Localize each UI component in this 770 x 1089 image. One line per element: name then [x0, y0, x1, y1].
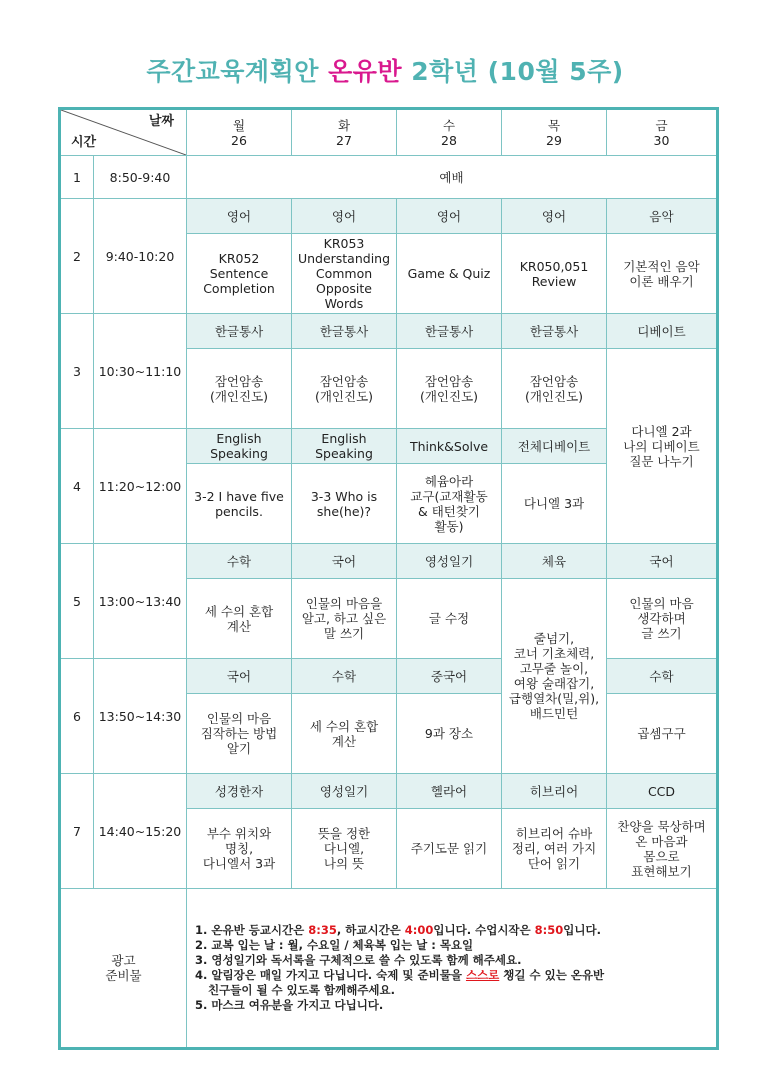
- emphasis-text: 스스로: [465, 968, 500, 982]
- note-text: 1. 온유반 등교시간은: [195, 923, 309, 938]
- subject-cell: 국어: [607, 544, 718, 579]
- subject-cell: 한글통사: [187, 314, 292, 349]
- title-part1: 주간교육계획안: [146, 57, 329, 86]
- content-cell: 잠언암송 (개인진도): [502, 349, 607, 429]
- period-7-subject-row: [60, 774, 718, 809]
- content-cell: 글 수정: [397, 579, 502, 659]
- subject-cell: 헬라어: [397, 774, 502, 809]
- day-date: 30: [653, 132, 670, 148]
- subject-cell: 영어: [397, 199, 502, 234]
- content-cell: 부수 위치와 명칭, 다니엘서 3과: [187, 809, 292, 889]
- subject-cell: 영어: [187, 199, 292, 234]
- notes-label: [60, 889, 187, 1049]
- day-date: 27: [336, 132, 352, 148]
- page-title: [0, 52, 770, 88]
- note-4: [195, 968, 714, 983]
- content-cell: 9과 장소: [397, 694, 502, 774]
- content-cell: Game & Quiz: [397, 234, 502, 314]
- subject-cell: 중국어: [397, 659, 502, 694]
- day-header-thu: [502, 109, 607, 156]
- notes-list: [195, 923, 714, 1013]
- debate-merged-cell: 다니엘 2과 나의 디베이트 질문 나누기: [607, 349, 718, 544]
- day-date: 29: [546, 132, 562, 148]
- period-number: 5: [60, 544, 94, 659]
- note-2: 2. 교복 입는 날 : 월, 수요일 / 체육복 입는 날 : 목요일: [195, 938, 474, 953]
- corner-header: [60, 109, 187, 156]
- content-cell: 뜻을 정한 다니엘, 나의 뜻: [292, 809, 397, 889]
- day-name: 수: [442, 117, 456, 133]
- subject-cell: 영어: [292, 199, 397, 234]
- content-cell: KR052 Sentence Completion: [187, 234, 292, 314]
- dismissal-time: 4:00: [404, 923, 434, 938]
- day-name: 목: [547, 117, 561, 133]
- subject-cell: 체육: [502, 544, 607, 579]
- content-cell: 세 수의 혼합 계산: [292, 694, 397, 774]
- subject-cell: 수학: [607, 659, 718, 694]
- day-header-wed: [397, 109, 502, 156]
- subject-cell: 한글통사: [397, 314, 502, 349]
- weekly-schedule-table: [58, 107, 719, 1050]
- period-time: 10:30~11:10: [94, 314, 187, 429]
- title-class-name: 온유반: [328, 57, 403, 86]
- note-1: [195, 923, 714, 938]
- period-2-subject-row: [60, 199, 718, 234]
- subject-cell: CCD: [607, 774, 718, 809]
- content-cell: 헤윰아라 교구(교재활동 & 태턴찾기 활동): [397, 464, 502, 544]
- period-6-subject-row: [60, 659, 718, 694]
- content-cell: 인물의 마음을 알고, 하고 싶은 말 쓰기: [292, 579, 397, 659]
- day-header-fri: [607, 109, 718, 156]
- subject-cell: English Speaking: [187, 429, 292, 464]
- period-5-subject-row: [60, 544, 718, 579]
- day-name: 월: [232, 117, 246, 133]
- content-cell: 인물의 마음 생각하며 글 쓰기: [607, 579, 718, 659]
- notes-content: [187, 889, 718, 1049]
- arrival-time: 8:35: [308, 923, 337, 938]
- content-cell: 찬양을 묵상하며 온 마음과 몸으로 표현해보기: [607, 809, 718, 889]
- subject-cell: 음악: [607, 199, 718, 234]
- subject-cell: English Speaking: [292, 429, 397, 464]
- period-1-row: [60, 156, 718, 199]
- day-date: 28: [441, 132, 457, 148]
- note-text: 챙길 수 있는 온유반: [499, 968, 605, 982]
- day-header-mon: [187, 109, 292, 156]
- period-time: 14:40~15:20: [94, 774, 187, 889]
- header-row: [60, 109, 718, 156]
- content-cell: 잠언암송 (개인진도): [397, 349, 502, 429]
- subject-cell: 한글통사: [292, 314, 397, 349]
- period-number: 1: [60, 156, 94, 199]
- day-date: 26: [231, 132, 247, 148]
- pe-merged-cell: 줄넘기, 코너 기초체력, 고무줄 놀이, 여왕 술래잡기, 급행열차(밀,위), 배드민턴: [502, 579, 607, 774]
- subject-cell: 수학: [187, 544, 292, 579]
- subject-cell: 국어: [187, 659, 292, 694]
- note-text: 4. 알림장은 매일 가지고 다닙니다. 숙제 및 준비물을: [195, 968, 466, 982]
- notes-row: [60, 889, 718, 1049]
- title-part3: 2학년 (10월 5주): [402, 57, 624, 86]
- subject-cell: 국어: [292, 544, 397, 579]
- period-time: 9:40-10:20: [94, 199, 187, 314]
- note-4-continued: 친구들이 될 수 있도록 함께해주세요.: [208, 982, 396, 997]
- period-number: 4: [60, 429, 94, 544]
- content-cell: 기본적인 음악 이론 배우기: [607, 234, 718, 314]
- day-name: 화: [337, 117, 351, 133]
- content-cell: 3-3 Who is she(he)?: [292, 464, 397, 544]
- period-time: 13:00~13:40: [94, 544, 187, 659]
- subject-cell: 성경한자: [187, 774, 292, 809]
- subject-cell: 한글통사: [502, 314, 607, 349]
- period-3-subject-row: [60, 314, 718, 349]
- note-5: 5. 마스크 여유분을 가지고 다닙니다.: [195, 997, 384, 1012]
- period-number: 6: [60, 659, 94, 774]
- subject-cell: Think&Solve: [397, 429, 502, 464]
- time-label: 시간: [71, 135, 97, 151]
- note-3: 3. 영성일기와 독서록을 구체적으로 쓸 수 있도록 함께 해주세요.: [195, 953, 522, 968]
- date-label: 날짜: [148, 114, 174, 129]
- class-start-time: 8:50: [534, 923, 564, 938]
- content-cell: 히브리어 슈바 정리, 여러 가지 단어 읽기: [502, 809, 607, 889]
- notice-label: 광고: [111, 953, 136, 968]
- period-time: 13:50~14:30: [94, 659, 187, 774]
- subject-cell: 전체디베이트: [502, 429, 607, 464]
- content-cell: 3-2 I have five pencils.: [187, 464, 292, 544]
- note-text: 입니다. 수업시작은: [433, 923, 535, 938]
- subject-cell: 영어: [502, 199, 607, 234]
- supplies-label: 준비물: [105, 968, 142, 983]
- day-header-tue: [292, 109, 397, 156]
- day-name: 금: [655, 117, 668, 133]
- period-time: 11:20~12:00: [94, 429, 187, 544]
- subject-cell: 수학: [292, 659, 397, 694]
- content-cell: 인물의 마음 짐작하는 방법 알기: [187, 694, 292, 774]
- content-cell: KR050,051 Review: [502, 234, 607, 314]
- note-text: 입니다.: [563, 923, 601, 938]
- subject-cell: 영성일기: [292, 774, 397, 809]
- period-number: 2: [60, 199, 94, 314]
- content-cell: 곱셈구구: [607, 694, 718, 774]
- worship-cell: 예배: [187, 156, 718, 199]
- subject-cell: 영성일기: [397, 544, 502, 579]
- content-cell: 잠언암송 (개인진도): [292, 349, 397, 429]
- subject-cell: 디베이트: [607, 314, 718, 349]
- content-cell: 주기도문 읽기: [397, 809, 502, 889]
- content-cell: 세 수의 혼합 계산: [187, 579, 292, 659]
- content-cell: 다니엘 3과: [502, 464, 607, 544]
- period-time: 8:50-9:40: [94, 156, 187, 199]
- period-number: 7: [60, 774, 94, 889]
- note-text: , 하교시간은: [336, 923, 405, 938]
- period-number: 3: [60, 314, 94, 429]
- content-cell: KR053 Understanding Common Opposite Words: [292, 234, 397, 314]
- subject-cell: 히브리어: [502, 774, 607, 809]
- content-cell: 잠언암송 (개인진도): [187, 349, 292, 429]
